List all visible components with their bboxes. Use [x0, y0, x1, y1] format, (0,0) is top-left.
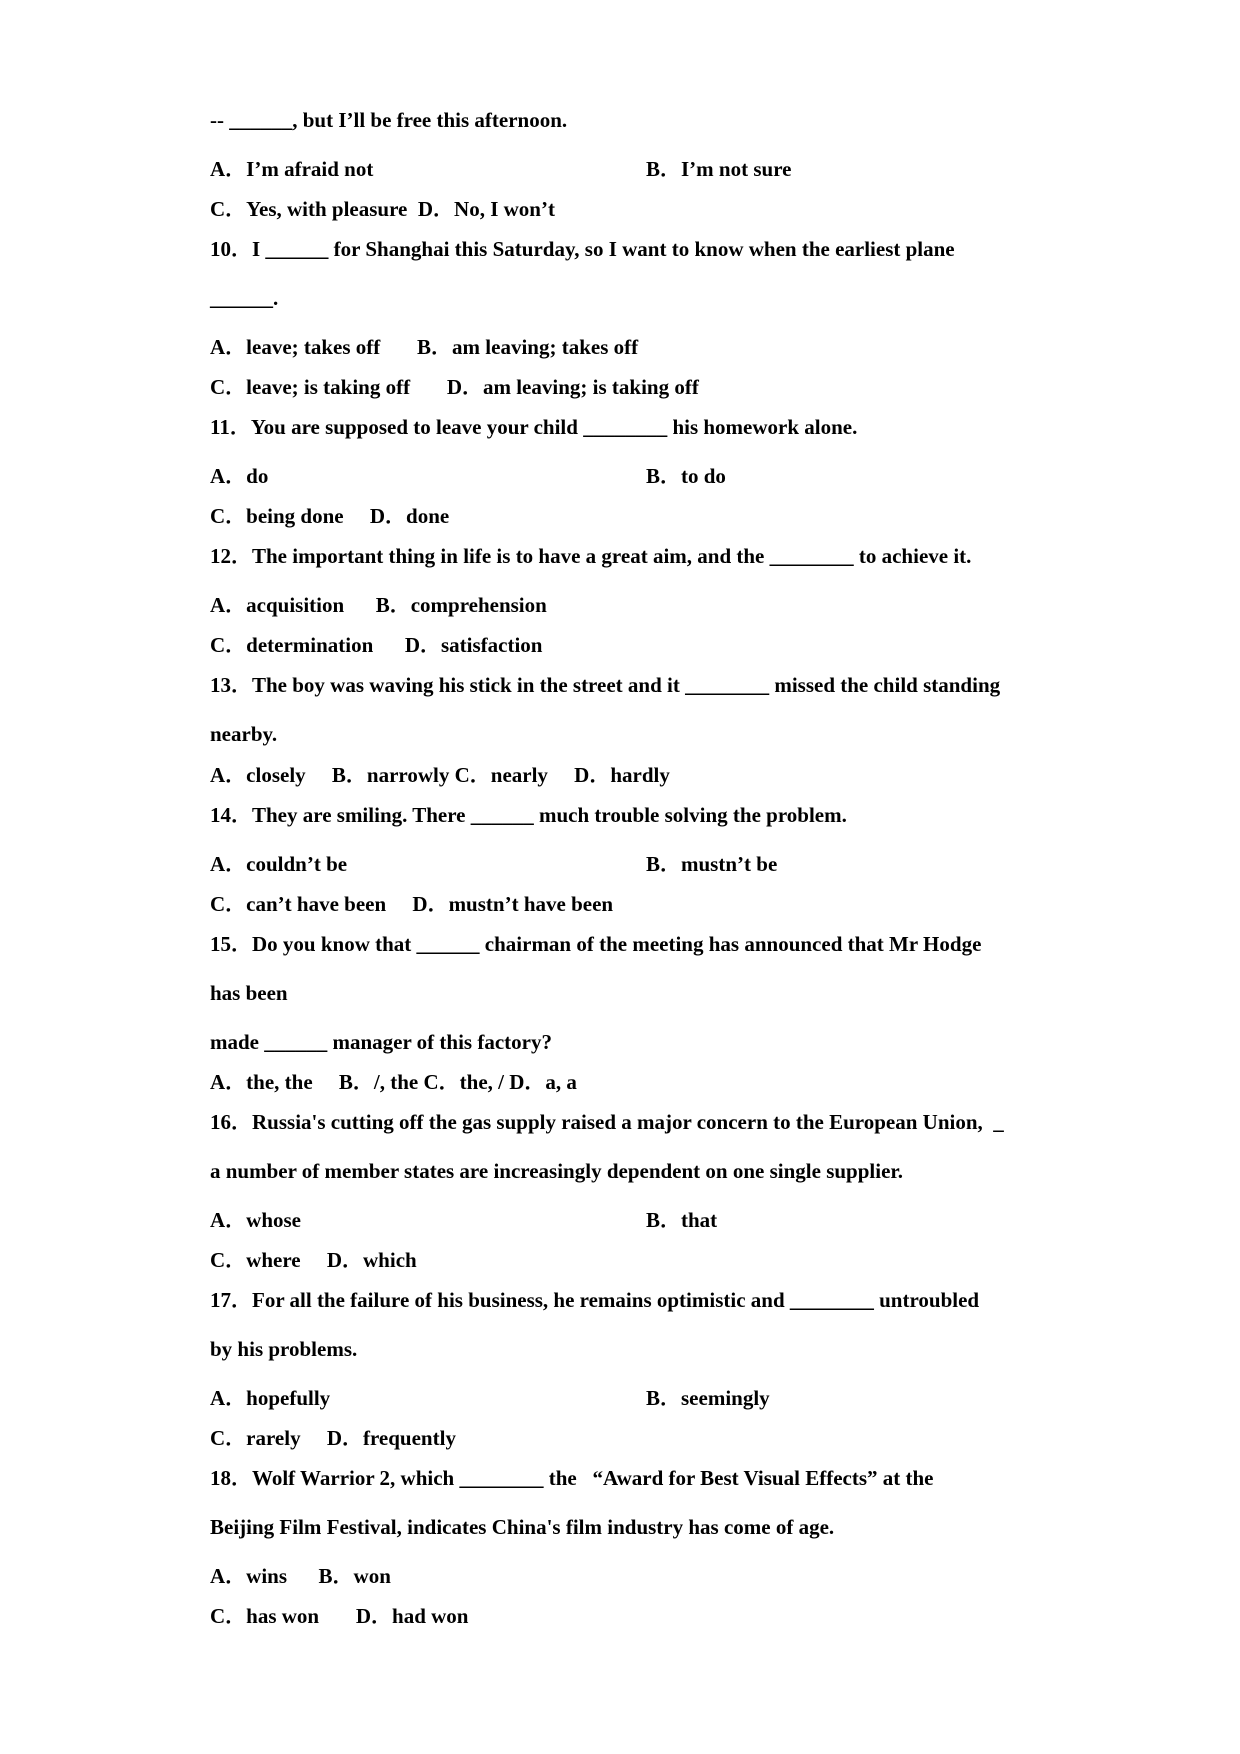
q18-stem-cont: Beijing Film Festival, indicates China's film industry has come of age.	[210, 1515, 835, 1539]
q15-stem: 15．Do you know that ______ chairman of the meeting has announced that Mr Hodge	[210, 932, 982, 956]
q9-answer-stem: -- ______, but I’ll be free this afternoon.	[210, 108, 568, 132]
q17-options-cd: C．rarely D．frequently	[210, 1426, 456, 1450]
q16-option-a: A．whose	[210, 1208, 302, 1232]
q9-option-b: B．I’m not sure	[646, 157, 792, 181]
q11-option-b: B．to do	[646, 464, 726, 488]
q16-option-b: B．that	[646, 1208, 718, 1232]
q11-stem: 11．You are supposed to leave your child ________ his homework alone.	[210, 415, 858, 439]
q15-stem-cont2: made ______ manager of this factory?	[210, 1030, 552, 1054]
q17-stem-cont: by his problems.	[210, 1337, 358, 1361]
q10-options-cd: C．leave; is taking off D．am leaving; is taking off	[210, 375, 699, 399]
q12-options-ab: A．acquisition B．comprehension	[210, 593, 547, 617]
q14-stem: 14．They are smiling. There ______ much trouble solving the problem.	[210, 803, 847, 827]
q10-stem: 10．I ______ for Shanghai this Saturday, so I want to know when the earliest plane	[210, 237, 955, 261]
q9-options-cd: C．Yes, with pleasure D．No, I won’t	[210, 197, 555, 221]
q18-options-cd: C．has won D．had won	[210, 1604, 469, 1628]
q13-options: A．closely B．narrowly C．nearly D．hardly	[210, 763, 670, 787]
q18-stem: 18．Wolf Warrior 2, which ________ the “Award for Best Visual Effects” at the	[210, 1466, 934, 1490]
q10-stem-cont: ______.	[210, 286, 279, 310]
q14-option-a: A．couldn’t be	[210, 852, 348, 876]
q11-option-a: A．do	[210, 464, 269, 488]
q16-stem-cont: a number of member states are increasingly dependent on one single supplier.	[210, 1159, 904, 1183]
q11-options-cd: C．being done D．done	[210, 504, 450, 528]
q18-options-ab: A．wins B．won	[210, 1564, 391, 1588]
q14-option-b: B．mustn’t be	[646, 852, 778, 876]
q13-stem: 13．The boy was waving his stick in the street and it ________ missed the child standing	[210, 673, 1001, 697]
q12-stem: 12．The important thing in life is to have a great aim, and the ________ to achieve it.	[210, 544, 972, 568]
q16-options-cd: C．where D．which	[210, 1248, 417, 1272]
q14-options-cd: C．can’t have been D．mustn’t have been	[210, 892, 614, 916]
q12-options-cd: C．determination D．satisfaction	[210, 633, 543, 657]
q15-options: A．the, the B．/, the C．the, / D．a, a	[210, 1070, 577, 1094]
q9-option-a: A．I’m afraid not	[210, 157, 374, 181]
q13-stem-cont: nearby.	[210, 722, 278, 746]
q17-stem: 17．For all the failure of his business, he remains optimistic and ________ untroubled	[210, 1288, 980, 1312]
q17-option-b: B．seemingly	[646, 1386, 770, 1410]
q16-stem: 16．Russia's cutting off the gas supply raised a major concern to the European Union, _	[210, 1110, 1004, 1134]
q15-stem-cont1: has been	[210, 981, 288, 1005]
q10-options-ab: A．leave; takes off B．am leaving; takes off	[210, 335, 639, 359]
q17-option-a: A．hopefully	[210, 1386, 331, 1410]
